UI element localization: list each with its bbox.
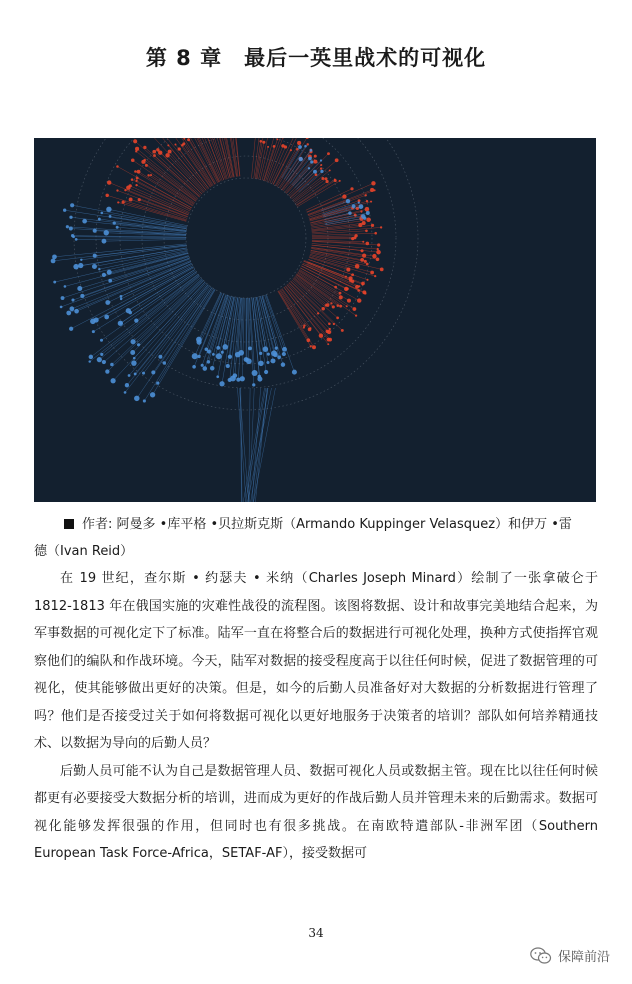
radial-cluster-graphic: [34, 138, 596, 502]
chapter-title: 第 8 章 最后一英里战术的可视化: [145, 46, 487, 70]
page-number: 34: [308, 926, 324, 940]
radial-data-visualization-figure: [34, 138, 596, 502]
figure-caption: [34, 511, 598, 565]
watermark: [530, 946, 610, 965]
caption-author-text: 作者: 阿曼多 •库平格 •贝拉斯克斯（Armando Kuppinger Velasquez）和伊万 •雷: [82, 517, 572, 532]
square-bullet-icon: [64, 519, 74, 529]
paragraph-1: 在 19 世纪，查尔斯 • 约瑟夫 • 米纳（Charles Joseph Minard）绘制了一张拿破仑于 1812-1813 年在俄国实施的灾难性战役的流程图。该图将数据、设计和故事完美地结合起来，为军事数据的可视化定下了标准。陆军一直在将整合后的数据进行可视化处理，换种方式使指挥官观察他们的编队和作战环境。今天，陆军对数据的接受程度高于以往任何时候，促进了数据管理的可视化，使其能够做出更好的决策。但是，如今的后勤人员准备好对大数据的分析数据进行管理了吗？他们是否接受过关于如何将数据可视化以更好地服务于决策者的培训？部队如何培养精通技术、以数据为导向的后勤人员？: [34, 571, 598, 751]
watermark-text: 保障前沿: [557, 950, 610, 965]
caption-line-2: 德（Ivan Reid）: [34, 544, 134, 559]
paragraph-2: 后勤人员可能不认为自己是数据管理人员、数据可视化人员或数据主管。现在比以往任何时候都更有必要接受大数据分析的培训，进而成为更好的作战后勤人员并管理未来的后勤需求。数据可视化能够发挥很强的作用，但同时也有很多挑战。在南欧特遣部队-非洲军团（Southern European Task Force-Africa，SETAF-AF），接受数据可: [34, 763, 598, 861]
caption-line-1: [34, 511, 598, 538]
wechat-icon: [530, 947, 552, 965]
body-text: [34, 565, 598, 868]
